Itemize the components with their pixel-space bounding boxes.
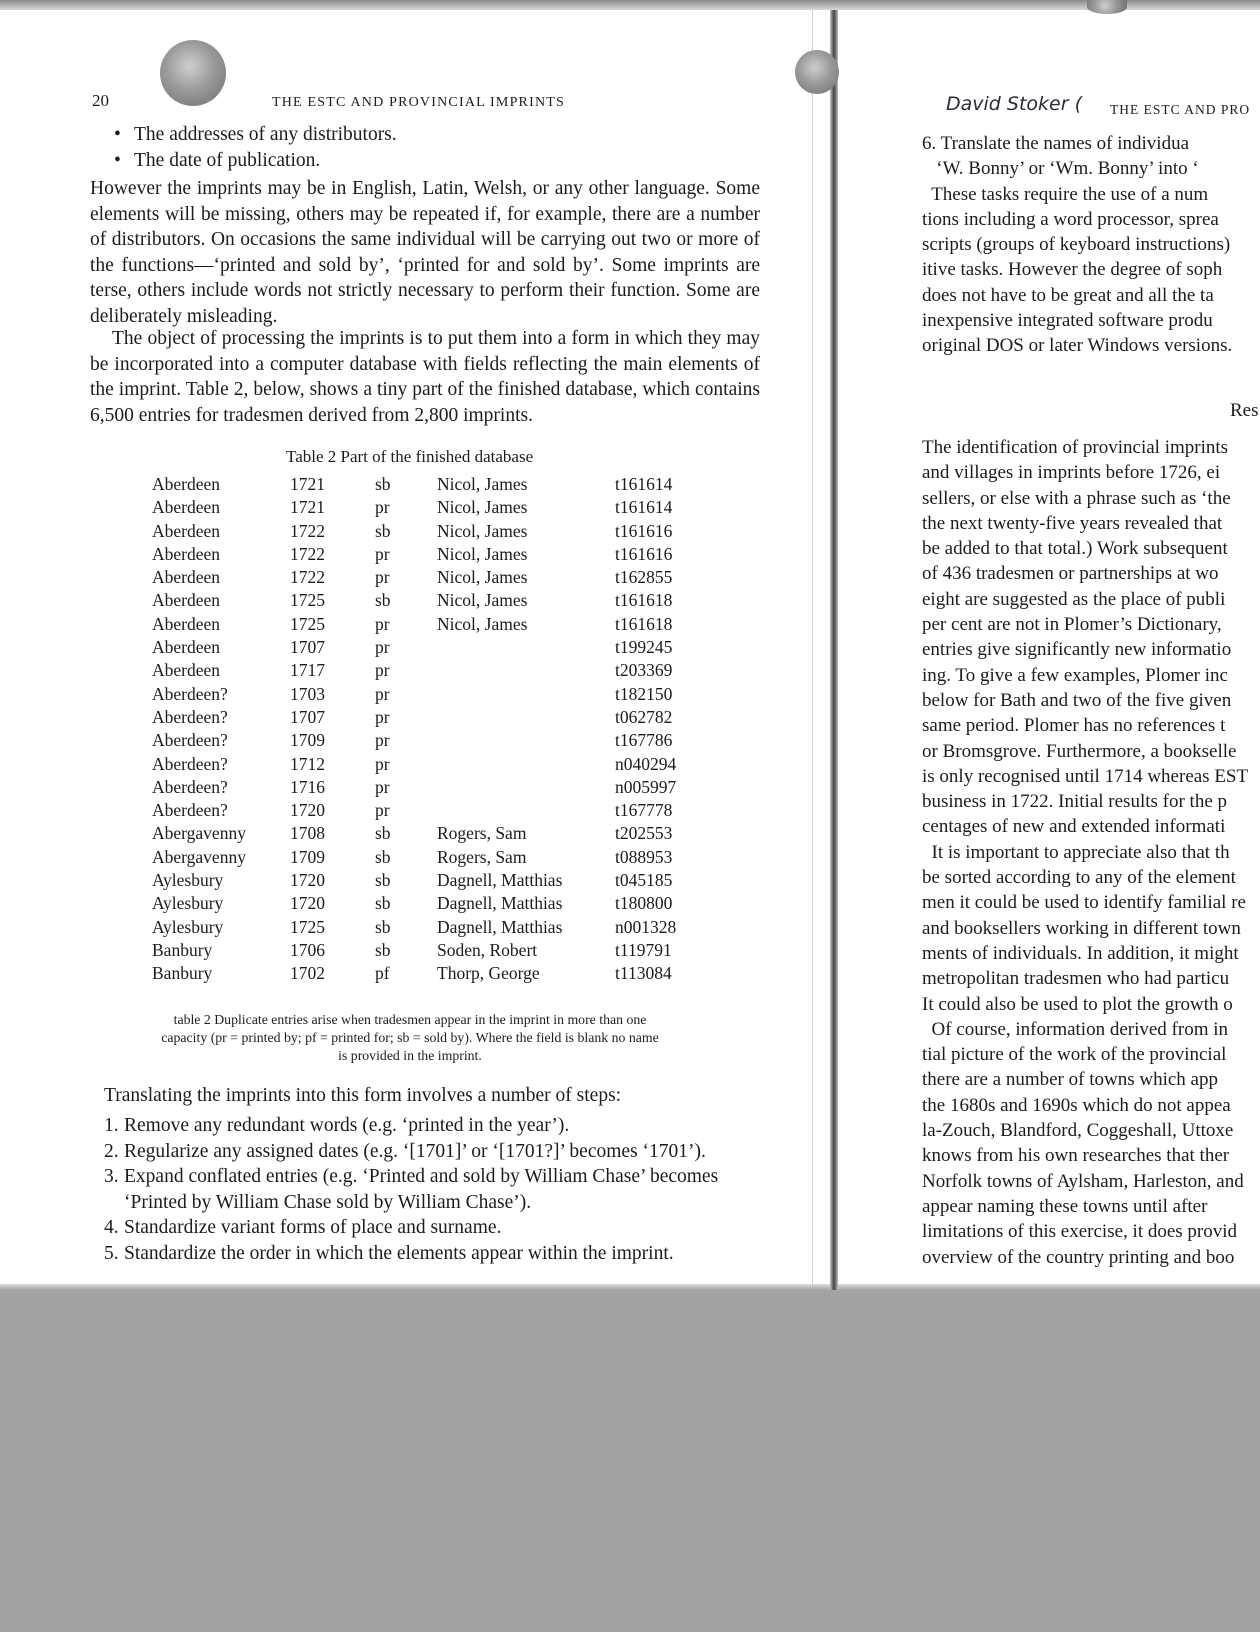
table-row <box>152 917 705 940</box>
text-line: The identification of provincial imprints <box>922 437 1229 458</box>
year-cell: 1722 <box>290 520 325 541</box>
place-cell: Aylesbury <box>152 916 224 937</box>
year-cell: 1703 <box>290 683 325 704</box>
table-row <box>152 637 705 660</box>
text-line: there are a number of towns which app <box>922 1069 1218 1091</box>
role-cell: sb <box>375 590 391 611</box>
name-cell <box>437 754 615 777</box>
paragraph: However the imprints may be in English, Latin, Welsh, or any other language. Some elements will be missing, others may be repeated if, for example, there are a number of distributors. On occasions the same individual will be carrying out two or more of the functions—‘printed and sold by’, ‘printed for and sold by’. Some imprints are terse, others include words not strictly necessary to perform their function. Some are deliberately misleading. <box>90 178 760 327</box>
year-cell: 1725 <box>290 590 325 611</box>
place-cell: Aberdeen <box>152 567 221 588</box>
name-cell: Nicol, James <box>437 567 528 588</box>
place-cell: Aberdeen <box>152 497 221 518</box>
role-cell: sb <box>375 893 391 914</box>
step-number: 3. <box>104 1166 119 1187</box>
role-cell: sb <box>375 823 391 844</box>
place-cell: Aberdeen? <box>152 753 228 774</box>
year-cell: 1708 <box>290 823 325 844</box>
text-line: knows from his own researches that ther <box>922 1145 1230 1167</box>
place-cell: Aberdeen? <box>152 776 228 797</box>
estc-id-cell: t161618 <box>615 613 673 634</box>
table-row <box>152 521 705 544</box>
text-line: inexpensive integrated software produ <box>922 310 1213 332</box>
text-line: men it could be used to identify familial re <box>922 892 1246 914</box>
text-line: eight are suggested as the place of publi <box>922 588 1226 610</box>
name-cell: Nicol, James <box>437 590 528 611</box>
step-number: 2. <box>104 1140 119 1162</box>
text-line: ing. To give a few examples, Plomer inc <box>922 664 1228 686</box>
table-row <box>152 777 705 800</box>
table-row <box>152 893 705 916</box>
text-line: tial picture of the work of the provincial <box>922 1044 1227 1066</box>
text-line: be sorted according to any of the element <box>922 867 1236 889</box>
year-cell: 1707 <box>290 637 325 658</box>
table-row <box>152 707 705 730</box>
table-row <box>152 590 705 613</box>
year-cell: 1720 <box>290 800 325 821</box>
role-cell: pr <box>375 776 390 797</box>
text-line: Norfolk towns of Aylsham, Harleston, and <box>922 1170 1244 1192</box>
year-cell: 1725 <box>290 916 325 937</box>
scan-page-edge <box>0 1284 1260 1290</box>
text-line: appear naming these towns until after <box>922 1195 1208 1217</box>
estc-id-cell: t062782 <box>615 706 673 727</box>
role-cell: pr <box>375 613 390 634</box>
estc-id-cell: t167786 <box>615 730 673 751</box>
punch-hole-top <box>1087 0 1127 14</box>
text-line: Of course, information derived from in <box>922 1018 1229 1040</box>
text-line: itive tasks. However the degree of soph <box>922 259 1223 281</box>
text-line: and villages in imprints before 1726, ei <box>922 462 1221 484</box>
table-row <box>152 800 705 823</box>
name-cell: Soden, Robert <box>437 939 538 960</box>
name-cell <box>437 707 615 730</box>
role-cell: pr <box>375 683 390 704</box>
place-cell: Aylesbury <box>152 870 224 891</box>
paragraph: The object of processing the imprints is to put them into a form in which they may be incorporated into a computer database with fields reflecting the main elements of the imprint. Table 2, below, shows a tiny part of the finished database, which contains 6,500 entries for tradesmen derived from 2,800 imprints. <box>90 328 760 426</box>
estc-id-cell: t161614 <box>615 474 673 494</box>
name-cell: Nicol, James <box>437 543 528 564</box>
year-cell: 1716 <box>290 776 325 797</box>
estc-id-cell: t180800 <box>615 893 673 914</box>
step-item <box>104 1139 744 1165</box>
year-cell: 1720 <box>290 870 325 891</box>
punch-hole-left <box>160 40 226 106</box>
step-item <box>104 1164 744 1215</box>
text-line: metropolitan tradesmen who had particu <box>922 968 1230 990</box>
step-number: 4. <box>104 1217 119 1238</box>
role-cell: sb <box>375 846 391 867</box>
name-cell: Nicol, James <box>437 520 528 541</box>
estc-id-cell: t162855 <box>615 567 673 588</box>
estc-id-cell: t199245 <box>615 637 673 658</box>
table-note <box>106 1011 714 1065</box>
text-line: business in 1722. Initial results for the p <box>922 791 1228 813</box>
role-cell: pr <box>375 706 390 727</box>
text-line: tions including a word processor, sprea <box>922 208 1219 230</box>
estc-id-cell: t045185 <box>615 870 673 891</box>
step-text: Standardize the order in which the elements appear within the imprint. <box>124 1242 674 1264</box>
scan-top-edge <box>0 0 1260 10</box>
year-cell: 1712 <box>290 753 325 774</box>
estc-id-cell: t203369 <box>615 660 673 681</box>
role-cell: sb <box>375 474 391 494</box>
book-gutter <box>830 10 838 1290</box>
year-cell: 1709 <box>290 730 325 751</box>
table-row <box>152 684 705 707</box>
place-cell: Banbury <box>152 963 213 984</box>
role-cell: pf <box>375 963 390 984</box>
place-cell: Aberdeen? <box>152 706 228 727</box>
place-cell: Aberdeen <box>152 474 221 494</box>
text-line: entries give significantly new informatio <box>922 639 1232 661</box>
role-cell: sb <box>375 520 391 541</box>
bullet-item: • The date of publication. <box>114 149 321 171</box>
year-cell: 1721 <box>290 474 325 494</box>
text-line: limitations of this exercise, it does provid <box>922 1221 1238 1243</box>
place-cell: Aberdeen <box>152 543 221 564</box>
scanner-background <box>0 1288 1260 1632</box>
step-text: Remove any redundant words (e.g. ‘printed in the year’). <box>124 1115 570 1136</box>
estc-id-cell: t202553 <box>615 823 673 844</box>
page-fold-line <box>812 10 813 1285</box>
text-line: ‘W. Bonny’ or ‘Wm. Bonny’ into ‘ <box>922 158 1199 180</box>
estc-id-cell: t119791 <box>615 939 672 960</box>
text-line: It could also be used to plot the growth o <box>922 993 1233 1015</box>
table-row <box>152 497 705 520</box>
role-cell: pr <box>375 753 390 774</box>
text-line: ments of individuals. In addition, it might <box>922 942 1239 964</box>
estc-id-cell: t167778 <box>615 800 673 821</box>
name-cell <box>437 730 615 753</box>
text-line: scripts (groups of keyboard instructions) <box>922 234 1231 256</box>
year-cell: 1707 <box>290 706 325 727</box>
step-number: 1. <box>104 1115 119 1136</box>
year-cell: 1722 <box>290 567 325 588</box>
name-cell <box>437 637 615 660</box>
running-head: THE ESTC AND PROVINCIAL IMPRINTS <box>272 95 566 110</box>
page-number: 20 <box>92 91 109 110</box>
place-cell: Abergavenny <box>152 823 246 844</box>
table-row <box>152 474 705 497</box>
year-cell: 1702 <box>290 963 325 984</box>
place-cell: Aberdeen? <box>152 683 228 704</box>
text-line: overview of the country printing and boo <box>922 1246 1235 1268</box>
step-item <box>104 1241 744 1267</box>
year-cell: 1725 <box>290 613 325 634</box>
running-head-right: THE ESTC AND PRO <box>1110 102 1251 117</box>
role-cell: pr <box>375 800 390 821</box>
role-cell: pr <box>375 660 390 681</box>
step-text: Standardize variant forms of place and surname. <box>124 1217 502 1238</box>
table-note-line: table 2 Duplicate entries arise when tradesmen appear in the imprint in more than one <box>173 1012 647 1027</box>
role-cell: pr <box>375 730 390 751</box>
text-line: per cent are not in Plomer’s Dictionary, <box>922 614 1222 636</box>
text-line: be added to that total.) Work subsequent <box>922 538 1228 560</box>
name-cell <box>437 800 615 823</box>
role-cell: pr <box>375 567 390 588</box>
text-line: the 1680s and 1690s which do not appea <box>922 1094 1231 1116</box>
place-cell: Aberdeen? <box>152 730 228 751</box>
name-cell: Rogers, Sam <box>437 823 527 844</box>
place-cell: Aberdeen <box>152 613 221 634</box>
punch-hole-right <box>795 50 839 94</box>
year-cell: 1721 <box>290 497 325 518</box>
year-cell: 1720 <box>290 893 325 914</box>
role-cell: pr <box>375 497 390 518</box>
text-line: does not have to be great and all the ta <box>922 284 1214 306</box>
role-cell: sb <box>375 916 391 937</box>
year-cell: 1709 <box>290 846 325 867</box>
name-cell: Nicol, James <box>437 474 528 494</box>
text-line: is only recognised until 1714 whereas EST <box>922 765 1249 787</box>
text-line: below for Bath and two of the five given <box>922 689 1232 711</box>
text-line: centages of new and extended informati <box>922 816 1226 838</box>
name-cell: Nicol, James <box>437 497 528 518</box>
place-cell: Aberdeen <box>152 637 221 658</box>
handwritten-annotation: David Stoker ( <box>946 93 1082 115</box>
steps-intro: Translating the imprints into this form involves a number of steps: <box>104 1085 622 1106</box>
name-cell: Dagnell, Matthias <box>437 893 563 914</box>
name-cell: Rogers, Sam <box>437 846 527 867</box>
table-row <box>152 544 705 567</box>
table-row <box>152 940 705 963</box>
estc-id-cell: t182150 <box>615 683 673 704</box>
estc-id-cell: t161618 <box>615 590 673 611</box>
right-text-block-b <box>922 435 1248 1270</box>
text-line: or Bromsgrove. Furthermore, a bookselle <box>922 740 1237 762</box>
place-cell: Aylesbury <box>152 893 224 914</box>
table-row <box>152 730 705 753</box>
text-line: These tasks require the use of a num <box>922 183 1209 205</box>
name-cell: Dagnell, Matthias <box>437 870 563 891</box>
text-line: sellers, or else with a phrase such as ‘the <box>922 487 1231 509</box>
text-line: same period. Plomer has no references t <box>922 715 1226 737</box>
right-text-block-a <box>922 131 1232 359</box>
place-cell: Aberdeen <box>152 520 221 541</box>
steps-list <box>104 1113 744 1266</box>
estc-id-cell: t161616 <box>615 520 673 541</box>
role-cell: sb <box>375 939 391 960</box>
name-cell <box>437 777 615 800</box>
section-heading: Res <box>1230 400 1259 421</box>
name-cell: Dagnell, Matthias <box>437 916 563 937</box>
name-cell: Thorp, George <box>437 963 540 984</box>
table-row <box>152 870 705 893</box>
place-cell: Aberdeen? <box>152 800 228 821</box>
name-cell <box>437 684 615 707</box>
role-cell: sb <box>375 870 391 891</box>
step-item <box>104 1215 744 1241</box>
text-line: It is important to appreciate also that th <box>922 841 1230 863</box>
estc-id-cell: t161614 <box>615 497 673 518</box>
place-cell: Abergavenny <box>152 846 246 867</box>
role-cell: pr <box>375 543 390 564</box>
year-cell: 1717 <box>290 660 325 681</box>
database-table <box>152 474 705 987</box>
table-row <box>152 847 705 870</box>
estc-id-cell: t161616 <box>615 543 673 564</box>
year-cell: 1706 <box>290 939 325 960</box>
place-cell: Banbury <box>152 939 213 960</box>
step-text: Regularize any assigned dates (e.g. ‘[1701]’ or ‘[1701?]’ becomes ‘1701’). <box>124 1140 706 1162</box>
estc-id-cell: t113084 <box>615 963 672 984</box>
text-line: of 436 tradesmen or partnerships at wo <box>922 563 1219 585</box>
step-number: 5. <box>104 1242 119 1264</box>
text-line: original DOS or later Windows versions. <box>922 335 1233 357</box>
name-cell: Nicol, James <box>437 613 528 634</box>
estc-id-cell: n001328 <box>615 916 677 937</box>
table-row <box>152 660 705 683</box>
step-item <box>104 1113 744 1139</box>
place-cell: Aberdeen <box>152 590 221 611</box>
bullet-item: • The addresses of any distributors. <box>114 124 397 145</box>
text-line: and booksellers working in different town <box>922 917 1241 939</box>
table-row <box>152 614 705 637</box>
step-text: Expand conflated entries (e.g. ‘Printed and sold by William Chase’ becomes ‘Printed by William Chase sold by William Chase’). <box>124 1166 719 1213</box>
text-line: 6. Translate the names of individua <box>922 133 1190 154</box>
bullet-list <box>90 122 760 173</box>
table-row <box>152 963 705 986</box>
estc-id-cell: t088953 <box>615 846 673 867</box>
name-cell <box>437 660 615 683</box>
table-row <box>152 823 705 846</box>
table-note-line: capacity (pr = printed by; pf = printed for; sb = sold by). Where the field is blank no name <box>161 1030 659 1045</box>
table-note-line: is provided in the imprint. <box>338 1048 482 1063</box>
place-cell: Aberdeen <box>152 660 221 681</box>
table-row <box>152 567 705 590</box>
estc-id-cell: n005997 <box>615 776 677 797</box>
table-caption: Table 2 Part of the finished database <box>286 447 534 466</box>
year-cell: 1722 <box>290 543 325 564</box>
text-line: la-Zouch, Blandford, Coggeshall, Uttoxe <box>922 1120 1234 1142</box>
table-row <box>152 754 705 777</box>
text-line: the next twenty-five years revealed that <box>922 512 1223 534</box>
estc-id-cell: n040294 <box>615 753 677 774</box>
role-cell: pr <box>375 637 390 658</box>
